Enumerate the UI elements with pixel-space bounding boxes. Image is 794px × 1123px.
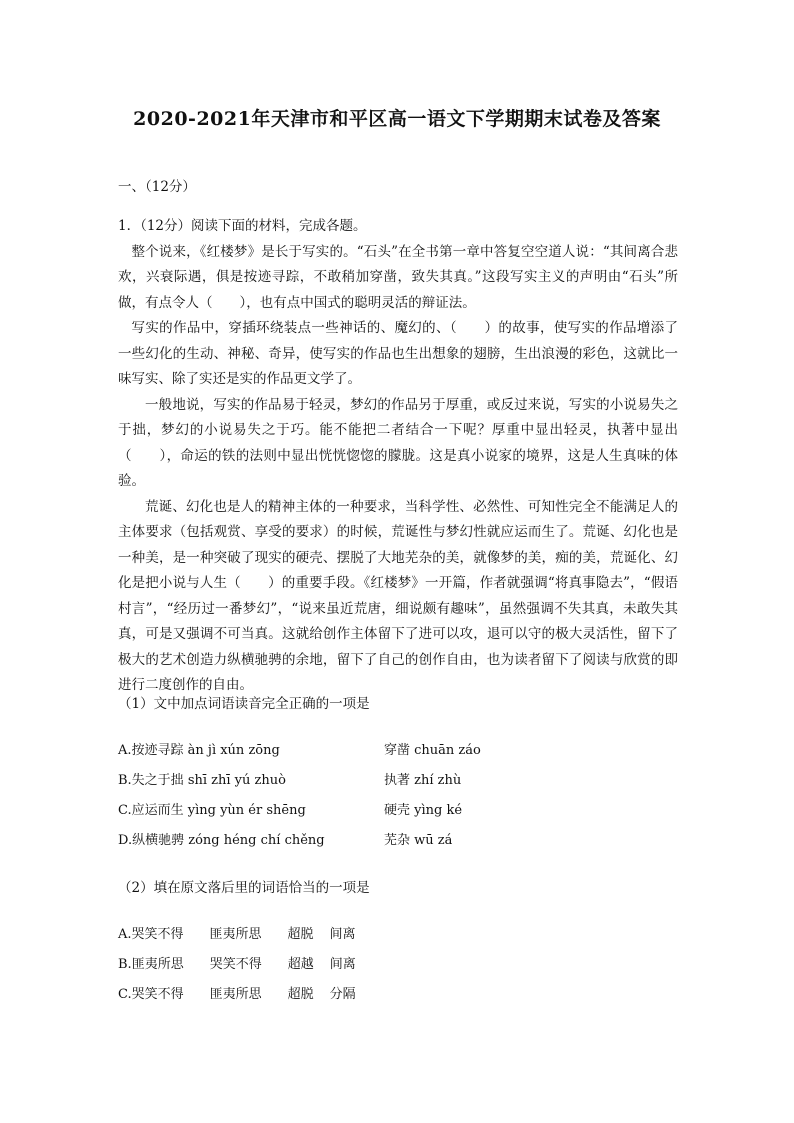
question-2-options <box>118 920 678 1010</box>
option-c-right: 硬壳 yìng ké <box>384 803 463 818</box>
question-2-prompt: （2）填在原文落后里的词语恰当的一项是 <box>118 880 370 896</box>
option-word: 匪夷所思 <box>209 987 262 1002</box>
question-1-prompt: （1）文中加点词语读音完全正确的一项是 <box>118 696 370 712</box>
option-word: 分隔 <box>329 987 356 1002</box>
option-b-right: 执著 zhí zhù <box>384 773 462 788</box>
option-word: 哭笑不得 <box>209 957 262 972</box>
question-intro: 1．（12分）阅读下面的材料，完成各题。 <box>118 218 367 234</box>
option-word: 匪夷所思 <box>209 927 262 942</box>
option-c <box>118 980 678 1010</box>
passage-paragraph-2: 写实的作品中，穿插环绕装点一些神话的、魔幻的、（ ）的故事，使写实的作品增添了一些幻化的生动、神秘、奇异，使写实的作品也生出想象的翅膀，生出浪漫的彩色，这就比一味写实、除了实还是实的作品更文学了。 <box>118 320 678 387</box>
question-1-options <box>118 736 678 856</box>
option-letter: A. <box>118 927 132 942</box>
option-b <box>118 766 678 796</box>
reading-passage <box>118 214 678 699</box>
passage-paragraph-3: 一般地说，写实的作品易于轻灵，梦幻的作品另于厚重，或反过来说，写实的小说易失之于拙，梦幻的小说易失之于巧。能不能把二者结合一下呢？厚重中显出轻灵，执著中显出（ ），命运的铁的法则中显出恍恍惚惚的朦胧。这是真小说家的境界，这是人生真味的体验。 <box>118 396 678 489</box>
option-c <box>118 796 678 826</box>
page-title: 2020-2021年天津市和平区高一语文下学期期末试卷及答案 <box>133 108 661 130</box>
option-d-left: D.纵横驰骋 zóng héng chí chěng <box>118 833 325 848</box>
option-b <box>118 950 678 980</box>
option-letter: C. <box>118 987 132 1002</box>
option-word: 超越 <box>287 957 314 972</box>
section-label: 一、（12分） <box>118 179 196 195</box>
option-b-left: B.失之于拙 shī zhī yú zhuò <box>118 773 286 788</box>
option-word: 哭笑不得 <box>131 987 184 1002</box>
option-word: 间离 <box>329 957 356 972</box>
option-a <box>118 920 678 950</box>
option-word: 匪夷所思 <box>131 957 184 972</box>
option-word: 间离 <box>329 927 356 942</box>
option-d <box>118 826 678 856</box>
option-d-right: 芜杂 wū zá <box>384 833 453 848</box>
option-c-left: C.应运而生 yìng yùn ér shēng <box>118 803 306 818</box>
option-a-right: 穿凿 chuān záo <box>384 743 481 758</box>
option-word: 哭笑不得 <box>131 927 184 942</box>
option-word: 超脱 <box>287 987 314 1002</box>
option-word: 超脱 <box>287 927 314 942</box>
passage-paragraph-4: 荒诞、幻化也是人的精神主体的一种要求，当科学性、必然性、可知性完全不能满足人的主体要求（包括观赏、享受的要求）的时候，荒诞性与梦幻性就应运而生了。荒诞、幻化也是一种美，是一种突破了现实的硬壳、摆脱了大地芜杂的美，就像梦的美，痴的美，荒诞化、幻化是把小说与人生（ ）的重要手段。《红楼梦》一开篇，作者就强调“将真事隐去”，“假语村言”，“经历过一番梦幻”，“说来虽近荒唐，细说颇有趣味”，虽然强调不失其真，未敢失其真，可是又强调不可当真。这就给创作主体留下了进可以攻，退可以守的极大灵活性，留下了极大的艺术创造力纵横驰骋的余地，留下了自己的创作自由，也为读者留下了阅读与欣赏的即进行二度创作的自由。 <box>118 498 678 693</box>
option-a <box>118 736 678 766</box>
passage-paragraph-1: 整个说来，《红楼梦》是长于写实的。“石头”在全书第一章中答复空空道人说：“其间离合悲欢，兴衰际遇，俱是按迹寻踪，不敢稍加穿凿，致失其真。”这段写实主义的声明由“石头”所做，有点令人（ ），也有点中国式的聪明灵活的辩证法。 <box>118 243 678 311</box>
option-a-left: A.按迹寻踪 àn jì xún zōng <box>118 743 280 758</box>
option-letter: B. <box>118 957 132 972</box>
